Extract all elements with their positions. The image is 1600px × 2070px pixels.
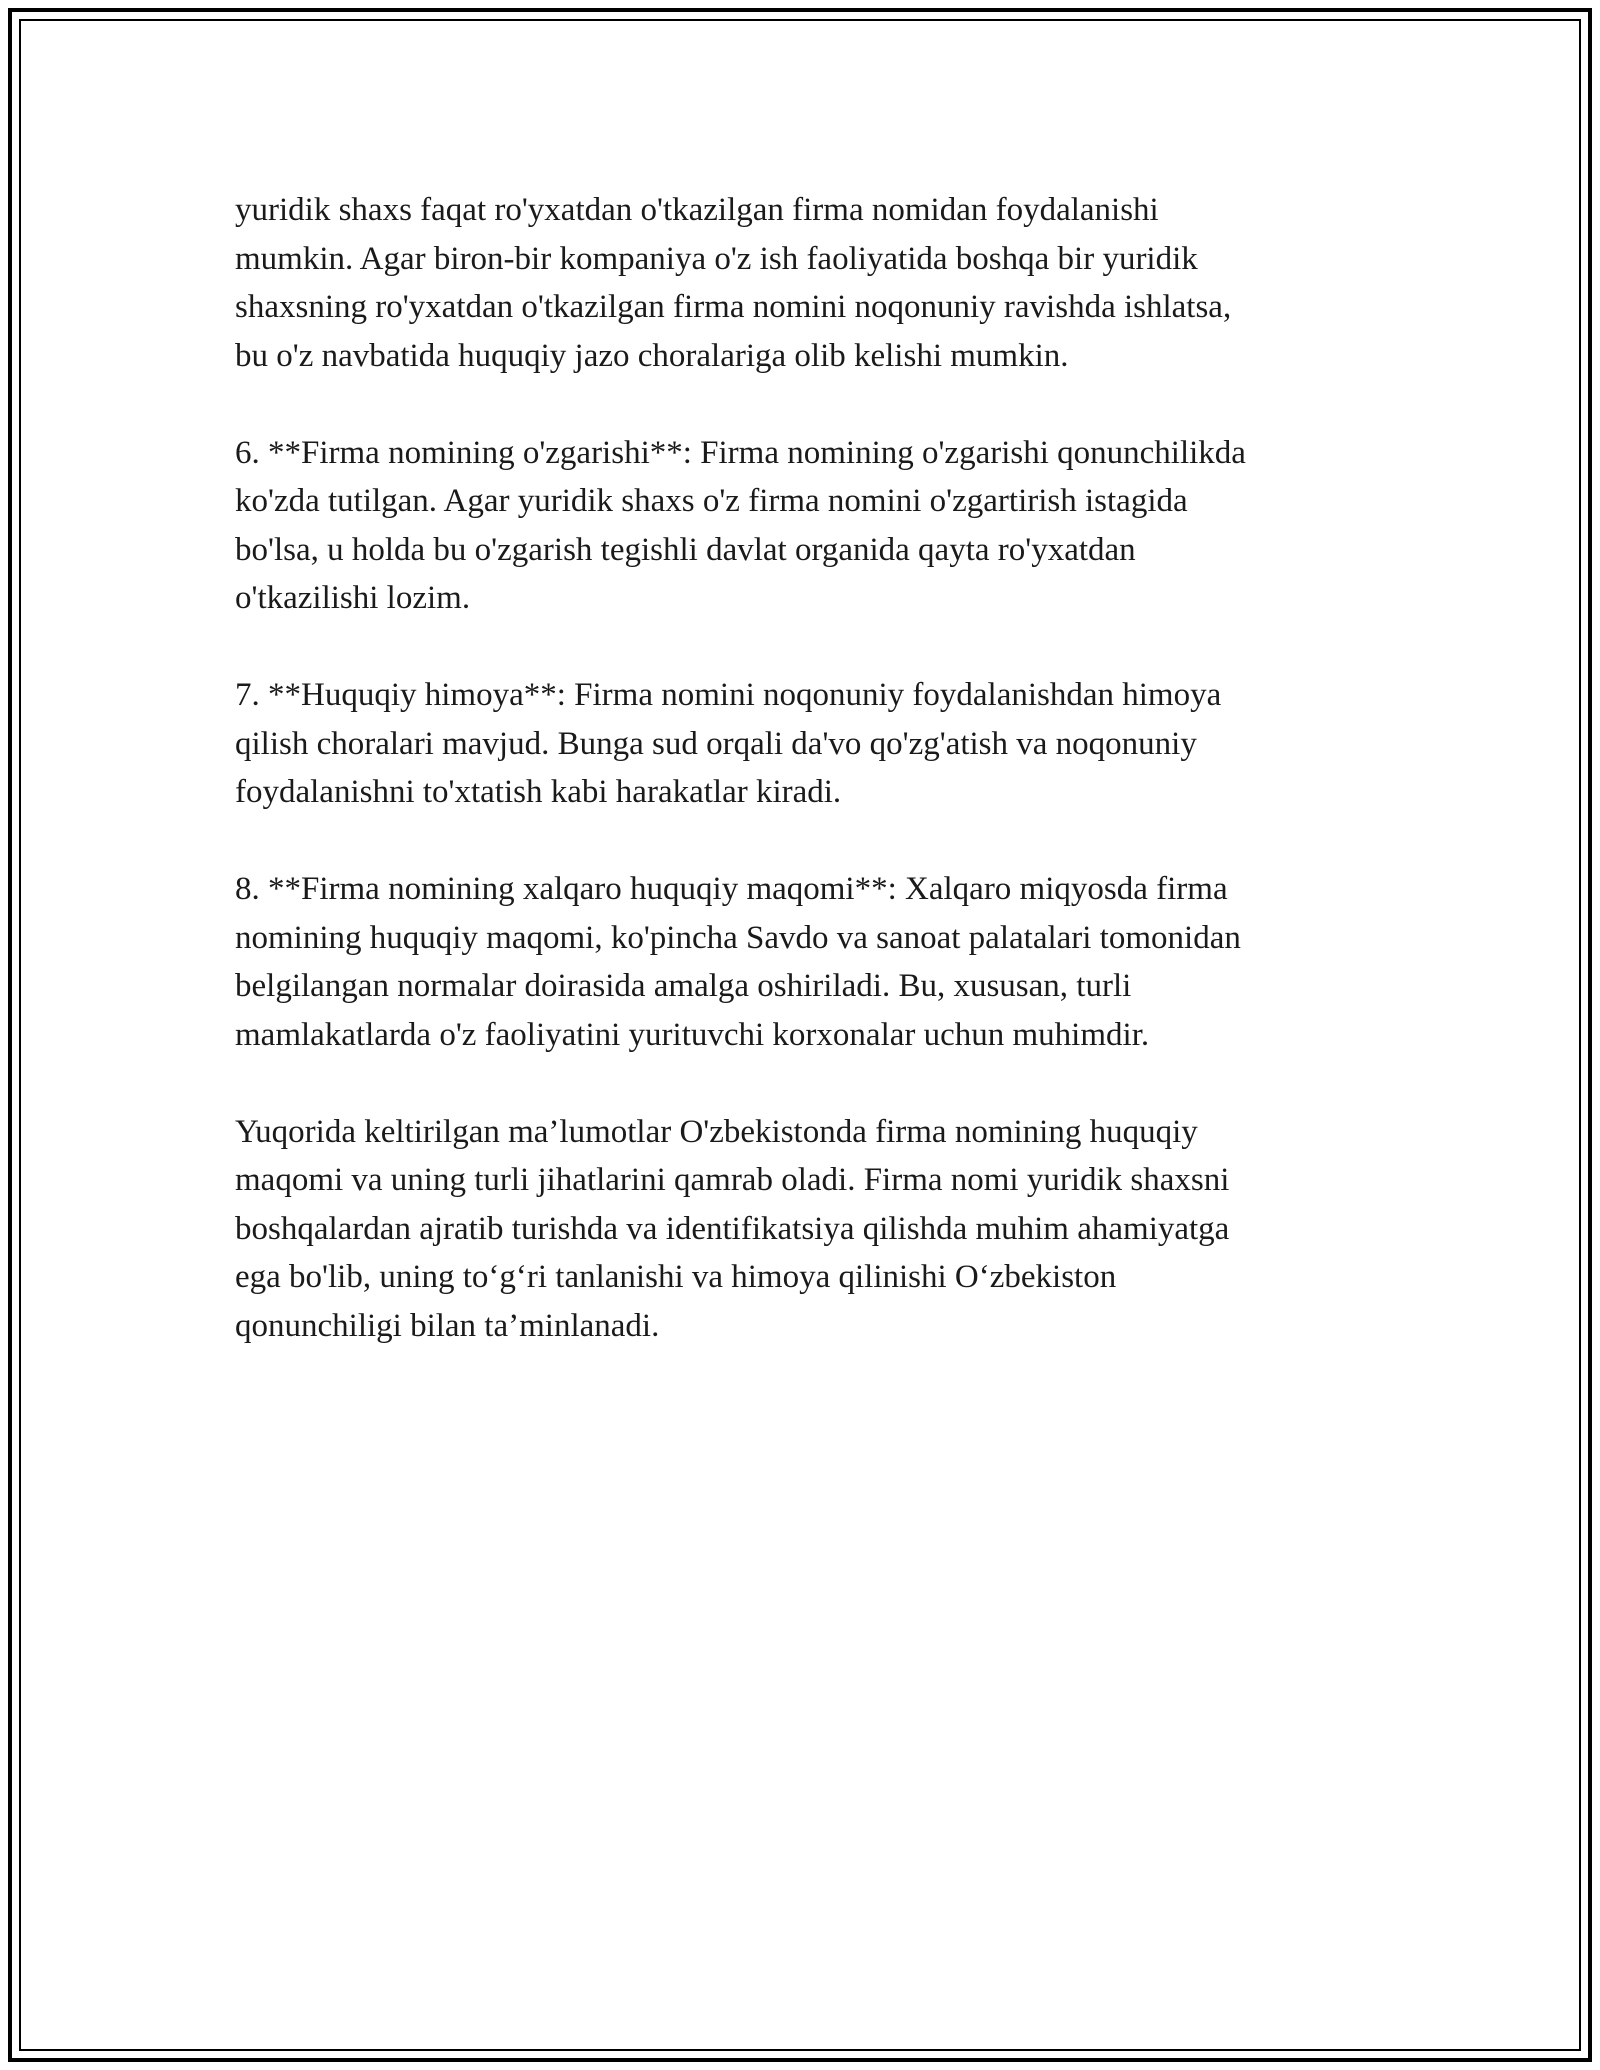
- text-line: boshqalardan ajratib turishda va identifikatsiya qilishda muhim ahamiyatga: [235, 1210, 1230, 1247]
- text-line: maqomi va uning turli jihatlarini qamrab oladi. Firma nomi yuridik shaxsni: [235, 1162, 1230, 1198]
- text-line: bu o'z navbatida huquqiy jazo choralariga olib kelishi mumkin.: [235, 337, 1069, 374]
- text-line: bo'lsa, u holda bu o'zgarish tegishli davlat organida qayta ro'yxatdan: [235, 531, 1136, 568]
- paragraph-conclusion: [235, 1108, 1385, 1351]
- paragraph-1: [235, 186, 1385, 380]
- text-line: mumkin. Agar biron-bir kompaniya o'z ish faoliyatida boshqa bir yuridik: [235, 240, 1198, 277]
- text-line: belgilangan normalar doirasida amalga oshiriladi. Bu, xususan, turli: [235, 968, 1132, 1004]
- text-line: mamlakatlarda o'z faoliyatini yurituvchi korxonalar uchun muhimdir.: [235, 1016, 1150, 1053]
- text-line: qilish choralari mavjud. Bunga sud orqali da'vo qo'zg'atish va noqonuniy: [235, 725, 1197, 762]
- document-body: [235, 186, 1385, 1399]
- text-line: 8. **Firma nomining xalqaro huquqiy maqomi**: Xalqaro miqyosda firma: [235, 871, 1228, 907]
- paragraph-7-legal-protection: [235, 671, 1385, 817]
- text-line: shaxsning ro'yxatdan o'tkazilgan firma nomini noqonuniy ravishda ishlatsa,: [235, 289, 1232, 325]
- text-line: nomining huquqiy maqomi, ko'pincha Savdo va sanoat palatalari tomonidan: [235, 919, 1241, 956]
- text-line: qonunchiligi bilan ta’minlanadi.: [235, 1307, 660, 1344]
- text-line: 6. **Firma nomining o'zgarishi**: Firma nomining o'zgarishi qonunchilikda: [235, 434, 1246, 471]
- text-line: ega bo'lib, uning to‘g‘ri tanlanishi va himoya qilinishi O‘zbekiston: [235, 1259, 1117, 1295]
- text-line: ko'zda tutilgan. Agar yuridik shaxs o'z firma nomini o'zgartirish istagida: [235, 483, 1188, 519]
- text-line: foydalanishni to'xtatish kabi harakatlar kiradi.: [235, 774, 842, 810]
- paragraph-8-international-status: [235, 865, 1385, 1059]
- paragraph-6-firm-name-change: [235, 429, 1385, 623]
- text-line: yuridik shaxs faqat ro'yxatdan o'tkazilgan firma nomidan foydalanishi: [235, 192, 1159, 228]
- text-line: 7. **Huquqiy himoya**: Firma nomini noqonuniy foydalanishdan himoya: [235, 677, 1222, 713]
- text-line: Yuqorida keltirilgan ma’lumotlar O'zbekistonda firma nomining huquqiy: [235, 1113, 1198, 1150]
- text-line: o'tkazilishi lozim.: [235, 580, 471, 616]
